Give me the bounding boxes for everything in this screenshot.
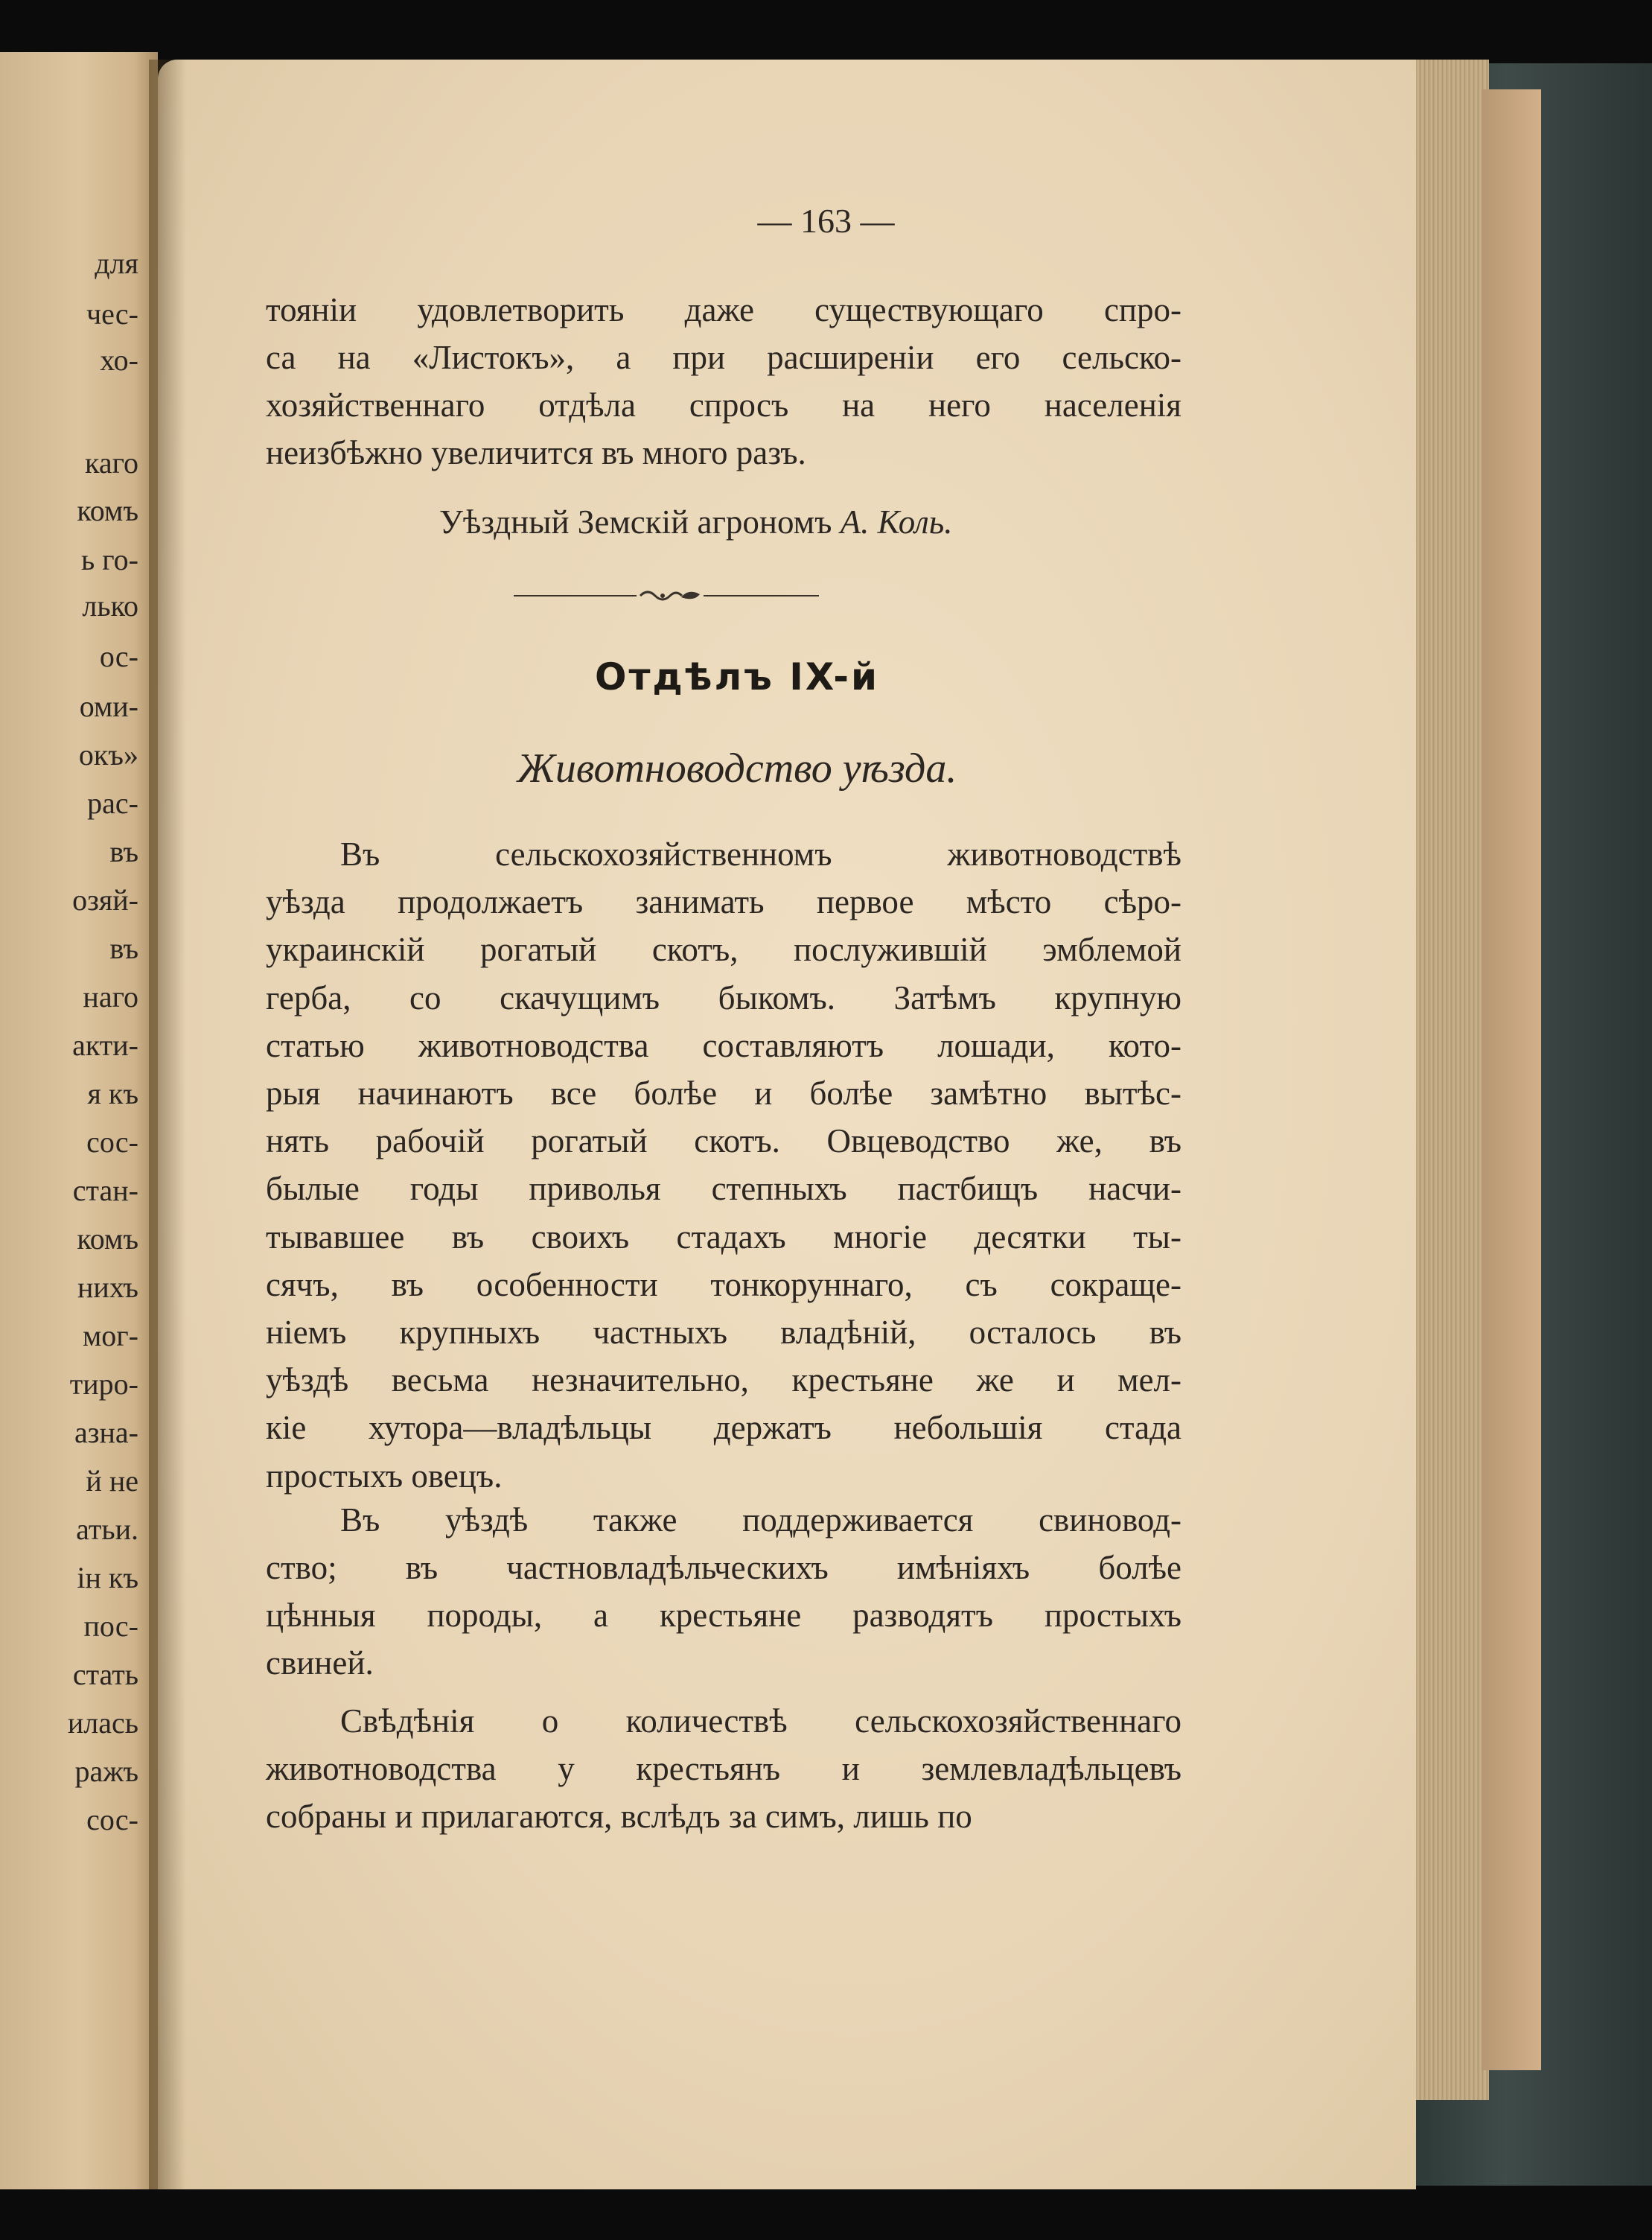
left-page-fragment: окъ» bbox=[78, 738, 138, 771]
text-line: рыя начинаютъ все болѣе и болѣе замѣтно вытѣс- bbox=[266, 1075, 1181, 1112]
text-line: Въ уѣздѣ также поддерживается свиновод- bbox=[340, 1501, 1181, 1539]
section-title: Животноводство уѣзда. bbox=[517, 745, 957, 792]
left-page-fragment: ін къ bbox=[77, 1561, 138, 1594]
text-line: уѣздѣ весьма незначительно, крестьяне же и мел- bbox=[266, 1361, 1181, 1399]
text-line: Въ сельскохозяйственномъ животноводствѣ bbox=[340, 836, 1181, 873]
left-page-fragment: сос- bbox=[86, 1803, 138, 1836]
left-page-fragment: ражъ bbox=[74, 1754, 138, 1788]
left-page-fragment: атьи. bbox=[76, 1512, 138, 1546]
text-line: ніемъ крупныхъ частныхъ владѣній, осталось въ bbox=[266, 1314, 1181, 1351]
left-page-fragment: ос- bbox=[99, 640, 138, 673]
text-line: ство; въ частновладѣльческихъ имѣніяхъ болѣе bbox=[266, 1549, 1181, 1586]
text-line: украинскій рогатый скотъ, послужившій эмблемой bbox=[266, 931, 1181, 969]
left-page-fragment: каго bbox=[85, 446, 138, 480]
text-line: тывавшее въ своихъ стадахъ многіе десятки ты- bbox=[266, 1218, 1181, 1256]
left-page-fragment: стать bbox=[72, 1658, 138, 1691]
gutter-shadow bbox=[149, 60, 186, 2189]
left-page-fragment: тиро- bbox=[69, 1367, 138, 1401]
text-line: собраны и прилагаются, вслѣдъ за симъ, лишь по bbox=[266, 1798, 972, 1835]
left-page-fragment: нихъ bbox=[77, 1270, 138, 1304]
left-page-fragment: я къ bbox=[87, 1077, 138, 1110]
page-edges bbox=[1407, 60, 1489, 2100]
text-line: цѣнныя породы, а крестьяне разводятъ простыхъ bbox=[266, 1597, 1181, 1634]
left-page-fragment: азна- bbox=[74, 1416, 138, 1449]
text-line: сячъ, въ особенности тонкоруннаго, съ сокраще- bbox=[266, 1265, 1181, 1303]
text-line: животноводства у крестьянъ и землевладѣльцевъ bbox=[266, 1750, 1181, 1787]
left-page-fragment: комъ bbox=[77, 494, 138, 527]
left-page-fragment: въ bbox=[109, 835, 138, 868]
left-page-fragment: сос- bbox=[86, 1125, 138, 1159]
left-page-fragment: рас- bbox=[87, 786, 138, 820]
left-page-fragment: наго bbox=[83, 980, 138, 1014]
left-page-fragment: для bbox=[95, 246, 138, 280]
left-page-fragment: комъ bbox=[77, 1222, 138, 1256]
signature-name: А. Коль. bbox=[840, 503, 953, 541]
left-page-fragment: илась bbox=[67, 1706, 138, 1740]
left-page-fragment: хо- bbox=[100, 343, 138, 377]
left-page-fragment: озяй- bbox=[72, 883, 138, 917]
text-line: тояніи удовлетворить даже существующаго спро- bbox=[266, 291, 1181, 328]
left-facing-page bbox=[0, 52, 158, 2189]
text-line: нять рабочій рогатый скотъ. Овцеводство же, въ bbox=[266, 1122, 1181, 1160]
left-page-fragment: мог- bbox=[82, 1319, 138, 1352]
left-page-fragment: оми- bbox=[79, 690, 138, 723]
text-line: свиней. bbox=[266, 1644, 374, 1681]
left-page-fragment: ь го- bbox=[81, 543, 138, 576]
page-number: — 163 — bbox=[757, 202, 895, 240]
left-page-fragment: акти- bbox=[72, 1028, 138, 1062]
text-line: простыхъ овецъ. bbox=[266, 1457, 503, 1495]
text-line: Свѣдѣнія о количествѣ сельскохозяйственнаго bbox=[340, 1702, 1181, 1740]
left-page-fragment: стан- bbox=[72, 1174, 138, 1207]
text-line: герба, со скачущимъ быкомъ. Затѣмъ крупную bbox=[266, 979, 1181, 1016]
text-line: са на «Листокъ», а при расширеніи его сельско- bbox=[266, 339, 1181, 376]
text-line: кіе хутора—владѣльцы держатъ небольшія стада bbox=[266, 1409, 1181, 1447]
signature-line bbox=[439, 503, 1109, 541]
section-heading: Отдѣлъ IX-й bbox=[594, 655, 880, 699]
text-line: статью животноводства составляютъ лошади, кото- bbox=[266, 1026, 1181, 1064]
left-page-fragment: лько bbox=[82, 589, 138, 623]
left-page-fragment: чес- bbox=[86, 297, 138, 331]
left-page-fragment: пос- bbox=[83, 1609, 138, 1643]
text-line: уѣзда продолжаетъ занимать первое мѣсто сѣро- bbox=[266, 883, 1181, 921]
text-line: хозяйственнаго отдѣла спросъ на него населенія bbox=[266, 386, 1181, 424]
text-line: былые годы приволья степныхъ пастбищъ насчи- bbox=[266, 1170, 1181, 1208]
text-line: неизбѣжно увеличится въ много разъ. bbox=[266, 434, 806, 471]
ornamental-divider bbox=[514, 581, 819, 611]
left-page-fragment: въ bbox=[109, 932, 138, 965]
signature-title: Уѣздный Земскій агрономъ bbox=[439, 503, 832, 541]
left-page-fragment: й не bbox=[86, 1464, 138, 1498]
back-board bbox=[1482, 89, 1541, 2070]
